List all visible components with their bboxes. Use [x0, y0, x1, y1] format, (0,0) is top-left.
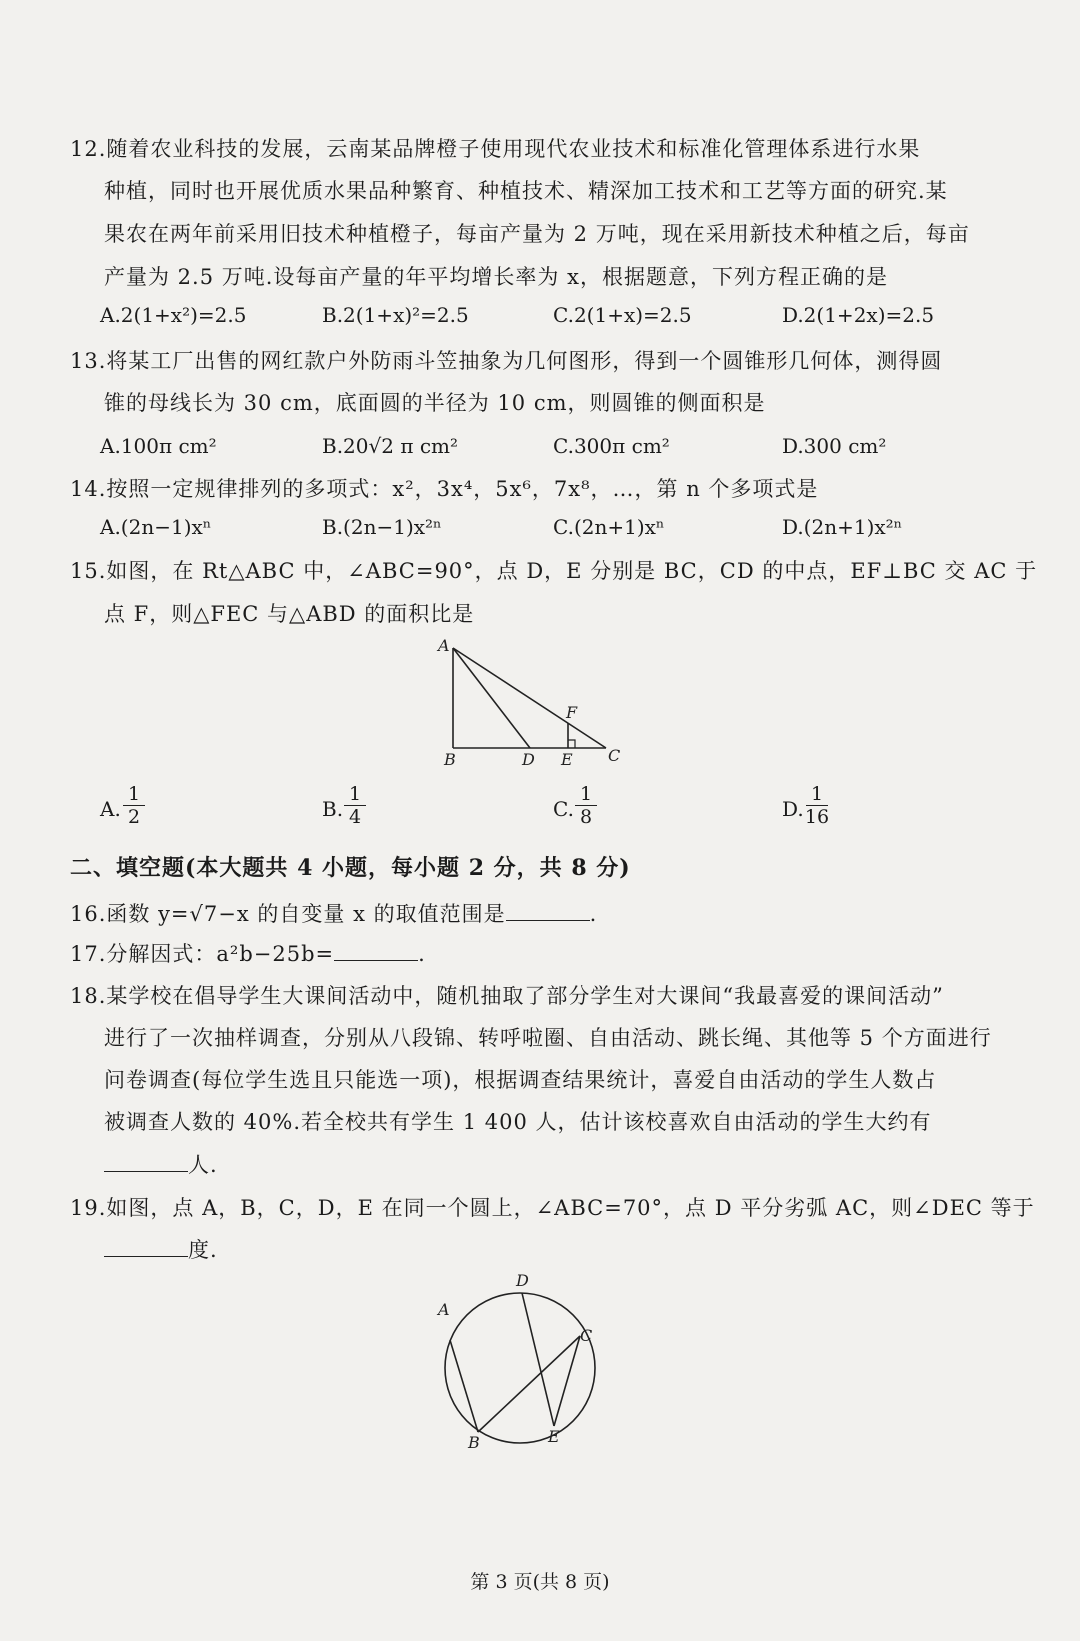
- q12-option-d: D.2(1+2x)=2.5: [782, 303, 935, 327]
- q15-option-d-letter: D.: [782, 797, 804, 821]
- section-2-title: 二、填空题(本大题共 4 小题，每小题 2 分，共 8 分): [70, 855, 631, 881]
- circle-figure: [430, 1270, 610, 1460]
- q16-line: [70, 898, 597, 928]
- q15-option-d-fraction: [804, 783, 830, 828]
- label-c: C: [608, 746, 621, 765]
- q12-option-b: B.2(1+x)²=2.5: [322, 303, 469, 327]
- q15-line-1: 15.如图，在 Rt△ABC 中，∠ABC=90°，点 D，E 分别是 BC，CD 的中点，EF⊥BC 交 AC 于: [70, 559, 1038, 583]
- label-b: B: [468, 1433, 480, 1452]
- q14-line-1: 14.按照一定规律排列的多项式：x²，3x⁴，5x⁶，7x⁸，…，第 n 个多项式是: [70, 477, 819, 501]
- q12-option-c: C.2(1+x)=2.5: [553, 303, 692, 327]
- q15-line-2: 点 F，则△FEC 与△ABD 的面积比是: [104, 602, 475, 626]
- segment-ad: [453, 648, 530, 748]
- q18-line-5: [104, 1149, 218, 1179]
- segment-ec: [554, 1336, 580, 1426]
- q17-tail: .: [418, 942, 426, 966]
- segment-bc: [478, 1336, 580, 1432]
- q15-option-b-letter: B.: [322, 797, 344, 821]
- label-a: A: [438, 636, 450, 655]
- q17-text: 17.分解因式：a²b−25b=: [70, 942, 335, 966]
- q14-option-c: C.(2n+1)xⁿ: [553, 515, 665, 539]
- q15-option-a-letter: A.: [100, 797, 121, 821]
- q13-option-c: C.300π cm²: [553, 434, 670, 458]
- q19-tail: 度.: [188, 1238, 218, 1262]
- label-d: D: [516, 1271, 529, 1290]
- page-footer: 第 3 页(共 8 页): [470, 1571, 610, 1593]
- q12-line-4: 产量为 2.5 万吨.设每亩产量的年平均增长率为 x，根据题意，下列方程正确的是: [104, 265, 888, 289]
- label-c: C: [580, 1326, 593, 1345]
- label-d: D: [522, 750, 535, 769]
- q14-option-d: D.(2n+1)x²ⁿ: [782, 515, 903, 539]
- q16-tail: .: [589, 902, 598, 926]
- q15-option-b-fraction: [342, 783, 368, 828]
- q18-line-3: 问卷调查(每位学生选且只能选一项)，根据调查结果统计，喜爱自由活动的学生人数占: [104, 1068, 937, 1092]
- right-angle-mark: [568, 740, 575, 748]
- q19-line-2: [104, 1234, 218, 1264]
- q18-tail: 人.: [188, 1153, 218, 1177]
- q13-option-b: B.20√2 π cm²: [322, 434, 459, 458]
- circle-outline: [445, 1293, 595, 1443]
- q12-line-3: 果农在两年前采用旧技术种植橙子，每亩产量为 2 万吨，现在采用新技术种植之后，每亩: [104, 222, 970, 246]
- q17-line: [70, 938, 426, 968]
- fraction-numerator: 1: [810, 783, 824, 805]
- triangle-figure: [420, 630, 640, 780]
- q18-line-1: 18.某学校在倡导学生大课间活动中，随机抽取了部分学生对大课间“我最喜爱的课间活动”: [70, 984, 944, 1008]
- q15-option-c-letter: C.: [553, 797, 574, 821]
- fraction-denominator: 2: [127, 806, 141, 828]
- q14-option-b: B.(2n−1)x²ⁿ: [322, 515, 442, 539]
- segment-de: [522, 1293, 554, 1426]
- q18-answer-blank[interactable]: [104, 1153, 188, 1172]
- q19-line-1: 19.如图，点 A，B，C，D，E 在同一个圆上，∠ABC=70°，点 D 平分劣弧 AC，则∠DEC 等于: [70, 1196, 1035, 1220]
- q13-line-2: 锥的母线长为 30 cm，底面圆的半径为 10 cm，则圆锥的侧面积是: [104, 391, 766, 415]
- q19-answer-blank[interactable]: [104, 1238, 188, 1257]
- q13-line-1: 13.将某工厂出售的网红款户外防雨斗笠抽象为几何图形，得到一个圆锥形几何体，测得圆: [70, 349, 943, 373]
- q13-option-d: D.300 cm²: [782, 434, 887, 458]
- q14-option-a: A.(2n−1)xⁿ: [100, 515, 212, 539]
- fraction-denominator: 8: [579, 806, 593, 828]
- fraction-numerator: 1: [127, 783, 141, 805]
- q12-option-a: A.2(1+x²)=2.5: [100, 303, 247, 327]
- label-e: E: [548, 1427, 560, 1446]
- q13-option-a: A.100π cm²: [100, 434, 217, 458]
- q16-answer-blank[interactable]: [506, 902, 590, 921]
- label-e: E: [561, 750, 573, 769]
- fraction-denominator: 16: [804, 806, 830, 828]
- q12-line-1: 12.随着农业科技的发展，云南某品牌橙子使用现代农业技术和标准化管理体系进行水果: [70, 137, 921, 161]
- q17-answer-blank[interactable]: [334, 942, 418, 961]
- q18-line-4: 被调查人数的 40%.若全校共有学生 1 400 人，估计该校喜欢自由活动的学生大约有: [104, 1110, 932, 1134]
- fraction-numerator: 1: [579, 783, 593, 805]
- segment-ac: [453, 648, 606, 748]
- q15-option-a-fraction: [121, 783, 147, 828]
- q15-option-c-fraction: [573, 783, 599, 828]
- fraction-numerator: 1: [348, 783, 362, 805]
- q16-text: 16.函数 y=√7−x 的自变量 x 的取值范围是: [70, 902, 506, 926]
- label-f: F: [566, 703, 578, 722]
- q12-line-2: 种植，同时也开展优质水果品种繁育、种植技术、精深加工技术和工艺等方面的研究.某: [104, 179, 948, 203]
- fraction-denominator: 4: [348, 806, 362, 828]
- label-b: B: [444, 750, 456, 769]
- q18-line-2: 进行了一次抽样调查，分别从八段锦、转呼啦圈、自由活动、跳长绳、其他等 5 个方面进行: [104, 1026, 992, 1050]
- label-a: A: [438, 1300, 450, 1319]
